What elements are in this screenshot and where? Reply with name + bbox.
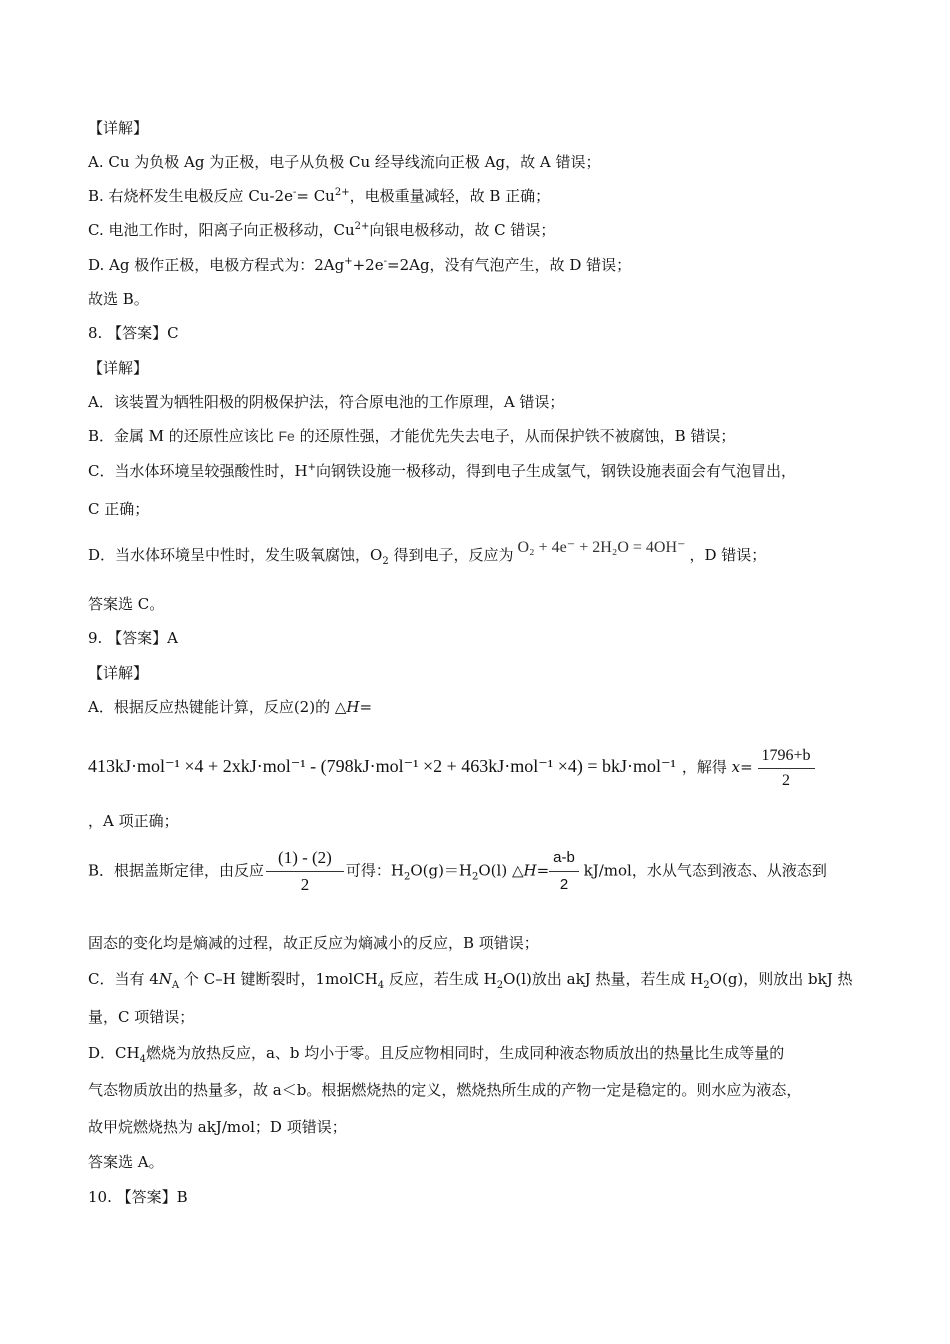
- text: =: [740, 758, 753, 776]
- element-symbol: Fe: [278, 428, 295, 444]
- paragraph-option-b: [88, 848, 827, 895]
- superscript: -: [383, 256, 387, 267]
- fraction: [266, 848, 344, 895]
- subscript: 2: [496, 980, 504, 991]
- text: 个 C–H 键断裂时，1molCH: [179, 970, 378, 988]
- text: 【详解】: [88, 664, 149, 682]
- metal-symbol: M: [148, 426, 164, 445]
- symbol-h: H: [523, 861, 537, 880]
- superscript: +: [344, 256, 353, 267]
- subscript: 4: [139, 1054, 146, 1065]
- section-heading-detail: [88, 358, 148, 378]
- numerator: a-b: [553, 849, 575, 866]
- text: D．当水体环境呈中性时，发生吸氧腐蚀，O: [88, 546, 383, 564]
- text: A. Cu 为负极 Ag 为正极，电子从负极 Cu 经导线流向正极 Ag，故 A 错误；: [88, 153, 601, 171]
- text: 故甲烷燃烧热为 akJ/mol；D 项错误；: [88, 1118, 347, 1136]
- text: +2e: [352, 256, 384, 274]
- subscript: A: [171, 980, 180, 991]
- paragraph-option-c: [88, 969, 853, 989]
- text: O(g)，则放出 bkJ 热: [709, 970, 853, 988]
- denominator: 2: [559, 876, 569, 893]
- text: 量，C 项错误；: [88, 1008, 195, 1026]
- fraction-bar: [266, 871, 344, 872]
- paragraph-option-c: [88, 220, 555, 240]
- text: =2Ag，没有气泡产生，故 D 错误；: [387, 256, 632, 274]
- section-heading-detail: [88, 663, 148, 683]
- text: 的还原性强，才能优先失去电子，从而保护铁不被腐蚀，B 错误；: [294, 427, 736, 445]
- text: 10. 【答案】B: [88, 1188, 188, 1206]
- text: C. 电池工作时，阳离子向正极移动，Cu: [88, 221, 355, 239]
- conclusion: [88, 594, 164, 614]
- paragraph-continuation: [88, 1007, 194, 1027]
- text: 答案选 C。: [88, 595, 165, 613]
- fraction-bar: [758, 768, 815, 769]
- text: kJ/mol，水从气态到液态、从液态到: [578, 861, 827, 880]
- text: 向钢铁设施一极移动，得到电子生成氢气，钢铁设施表面会有气泡冒出，: [315, 462, 796, 480]
- subscript: 2: [703, 980, 710, 991]
- fraction: [758, 747, 815, 790]
- text: ，D 错误；: [689, 546, 767, 564]
- text: 反应，若生成 H: [384, 970, 497, 988]
- paragraph-continuation: [88, 1080, 801, 1100]
- text: 9. 【答案】A: [88, 629, 178, 647]
- paragraph-option-d: [88, 539, 767, 567]
- answer-heading-10: [88, 1187, 188, 1207]
- superscript: +: [307, 462, 316, 473]
- text: =: [359, 698, 373, 716]
- text: ，A 项正确；: [88, 812, 179, 830]
- answer-heading-9: [88, 628, 178, 648]
- section-heading-detail: [88, 118, 148, 138]
- numerator: (1) - (2): [278, 848, 332, 867]
- paragraph-continuation: [88, 1117, 347, 1137]
- superscript: 2+: [334, 187, 350, 198]
- text: B．金属: [88, 427, 149, 445]
- subscript: 2: [472, 871, 479, 883]
- text: 故选 B。: [88, 290, 149, 308]
- numerator: 1796+b: [761, 746, 811, 764]
- text: D. Ag 极作正极，电极方程式为：2Ag: [88, 256, 345, 274]
- text: ，解得: [681, 758, 732, 776]
- paragraph-option-d: [88, 255, 631, 275]
- superscript: 2+: [354, 221, 370, 232]
- text: 固态的变化均是熵减的过程，故正反应为熵减小的反应，B 项错误；: [88, 934, 539, 952]
- subscript: 2: [382, 556, 389, 567]
- paragraph-option-b: [88, 186, 550, 206]
- superscript: -: [292, 187, 297, 198]
- text: 向银电极移动，故 C 错误；: [369, 221, 556, 239]
- paragraph-option-c: [88, 461, 796, 481]
- subscript: 2: [403, 871, 411, 883]
- denominator: 2: [782, 771, 791, 789]
- text: 答案选 A。: [88, 1153, 164, 1171]
- denominator: 2: [300, 875, 310, 894]
- text: C．当水体环境呈较强酸性时，H: [88, 462, 308, 480]
- paragraph-option-d: [88, 1043, 784, 1063]
- text: C 正确；: [88, 500, 150, 518]
- text: 的还原性应该比: [163, 427, 279, 445]
- text: 得到电子，反应为: [388, 546, 514, 564]
- text: O(g)＝H: [410, 861, 472, 880]
- paragraph-continuation: [88, 499, 149, 519]
- paragraph-continuation: [88, 933, 539, 953]
- text: A．根据反应热键能计算，反应(2)的 △: [88, 698, 347, 716]
- text: =: [536, 861, 550, 880]
- text: 可得：H: [345, 861, 404, 880]
- conclusion: [88, 1152, 164, 1172]
- fraction: [549, 848, 579, 895]
- text: 【详解】: [88, 119, 149, 137]
- subscript: 4: [377, 980, 385, 991]
- fraction-bar: [549, 871, 579, 872]
- paragraph-option-a: [88, 392, 564, 412]
- paragraph-continuation: [88, 811, 179, 831]
- text: = Cu: [296, 187, 335, 205]
- equation: O₂ + 4e⁻ + 2H₂O = 4OH⁻: [517, 539, 686, 556]
- symbol-n: N: [158, 970, 172, 988]
- text: B. 右烧杯发生电极反应 Cu-2e: [88, 187, 293, 205]
- equation-line: [88, 746, 815, 790]
- symbol-x: x: [731, 758, 741, 776]
- text: O(l)放出 akJ 热量，若生成 H: [503, 970, 704, 988]
- symbol-h: H: [346, 698, 360, 716]
- paragraph-option-a: [88, 697, 372, 717]
- paragraph-option-a: [88, 152, 601, 172]
- text: C．当有 4: [88, 970, 159, 988]
- conclusion: [88, 289, 149, 309]
- text: A．该装置为牺牲阳极的阴极保护法，符合原电池的工作原理，A 错误；: [88, 393, 565, 411]
- text: O(l) △: [478, 861, 524, 880]
- answer-heading-8: [88, 323, 179, 343]
- text: ，电极重量减轻，故 B 正确；: [349, 187, 551, 205]
- text: 燃烧为放热反应，a、b 均小于零。且反应物相同时，生成同种液态物质放出的热量比生成等量的: [145, 1044, 785, 1062]
- text: B．根据盖斯定律，由反应: [88, 861, 265, 880]
- paragraph-option-b: [88, 426, 735, 446]
- text: 气态物质放出的热量多，故 a＜b。根据燃烧热的定义，燃烧热所生成的产物一定是稳定的。则水应为液态，: [88, 1081, 802, 1099]
- text: 8. 【答案】C: [88, 324, 179, 342]
- bond-energy-equation: 413kJ·mol⁻¹ ×4 + 2xkJ·mol⁻¹ - (798kJ·mol⁻¹ ×2 + 463kJ·mol⁻¹ ×4) = bkJ·mol⁻¹: [88, 756, 676, 776]
- text: 【详解】: [88, 359, 149, 377]
- text: D．CH: [88, 1044, 140, 1062]
